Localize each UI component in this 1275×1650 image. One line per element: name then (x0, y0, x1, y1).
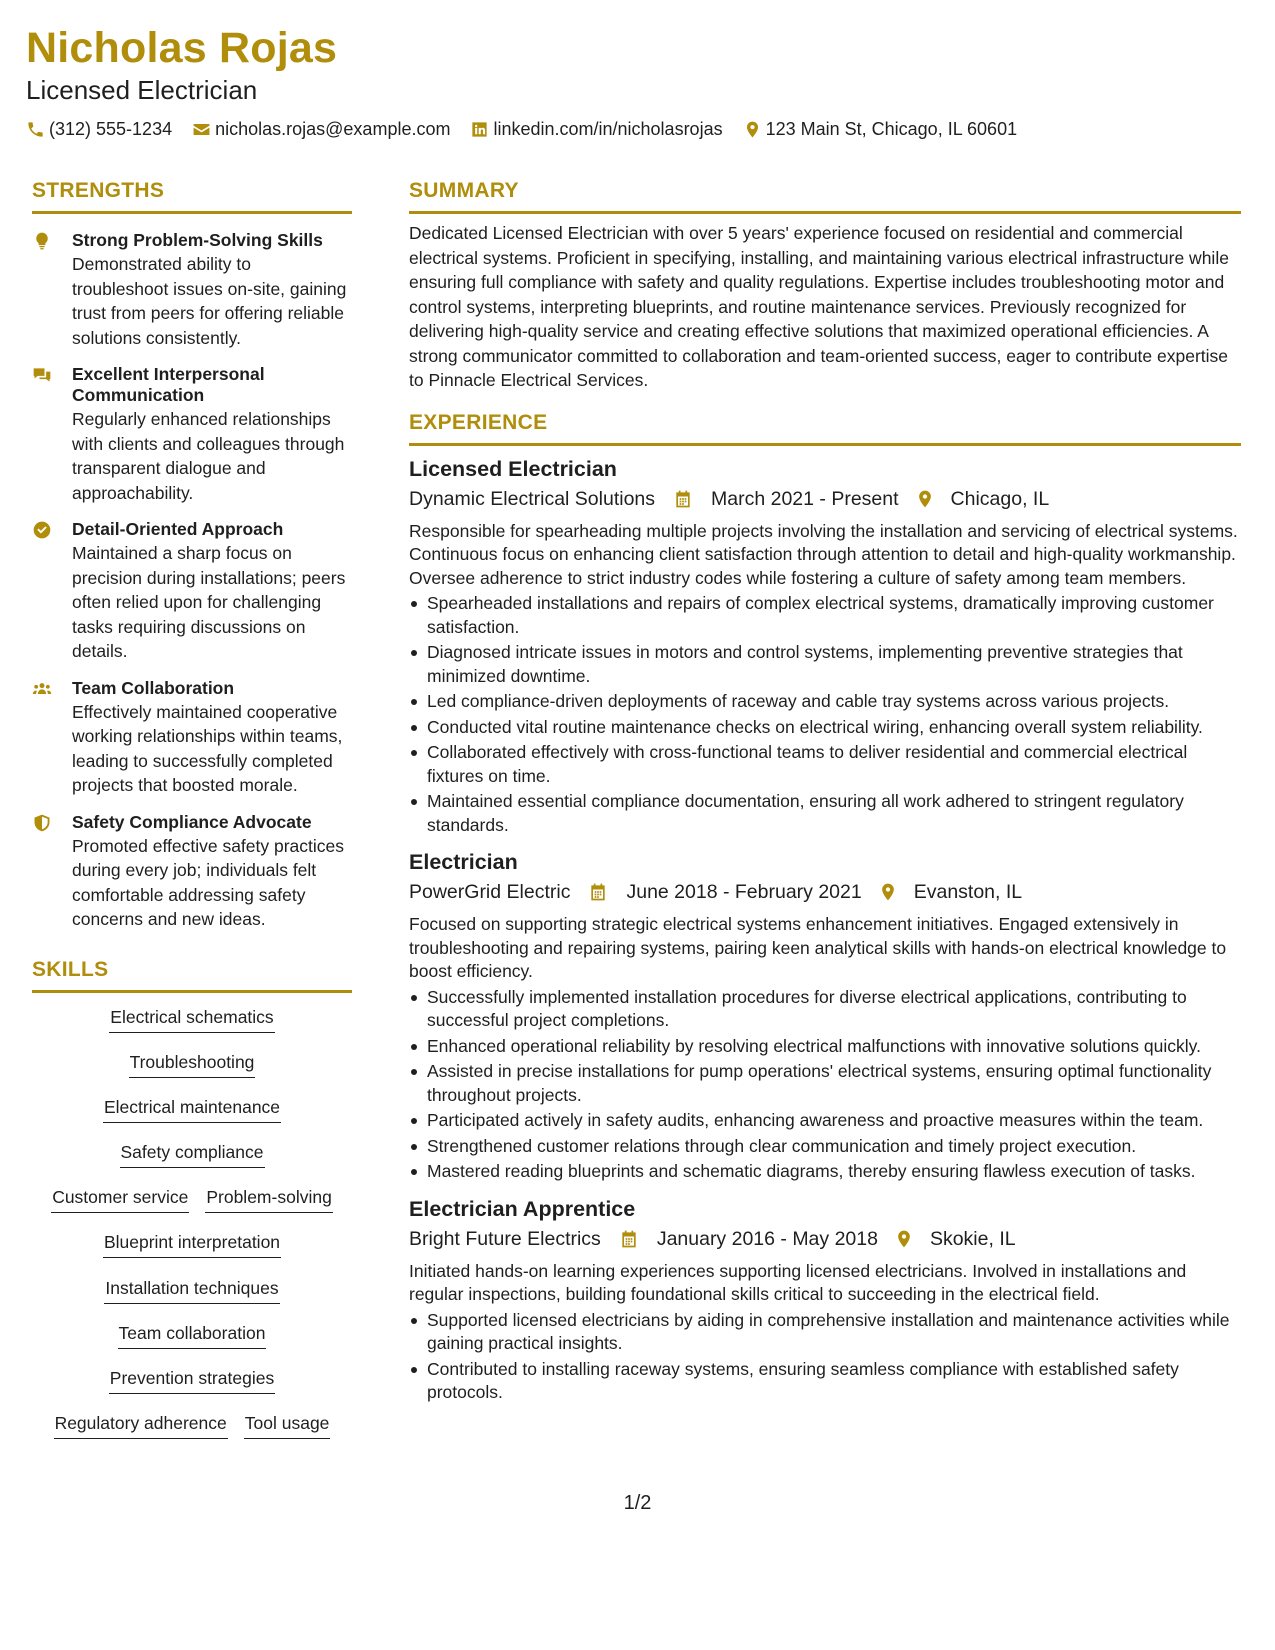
job-entry (409, 456, 1241, 838)
email-text: nicholas.rojas@example.com (215, 119, 451, 139)
job-location (915, 486, 1050, 512)
calendar-icon (619, 1229, 639, 1249)
address-text: 123 Main St, Chicago, IL 60601 (765, 119, 1018, 139)
summary-section (409, 175, 1241, 393)
skill-tag: Troubleshooting (129, 1050, 256, 1078)
skill-row (32, 1276, 352, 1321)
strengths-heading: STRENGTHS (32, 179, 165, 202)
skill-tag: Electrical maintenance (103, 1095, 281, 1123)
skill-tag: Problem-solving (205, 1185, 332, 1213)
company-name: Dynamic Electrical Solutions (409, 487, 656, 510)
phone-text: (312) 555-1234 (49, 119, 173, 139)
strength-title: Detail-Oriented Approach (72, 519, 284, 539)
skill-row (32, 1321, 352, 1366)
skill-tag: Tool usage (244, 1411, 331, 1439)
skills-heading: SKILLS (32, 957, 109, 981)
map-pin-icon (743, 120, 762, 139)
achievement-item: Successfully implemented installation procedures for diverse electrical applications, contributing to successful project completions. (409, 986, 1241, 1033)
summary-heading: SUMMARY (409, 179, 519, 202)
strength-description: Regularly enhanced relationships with clients and colleagues through transparent dialogue and approachability. (72, 409, 345, 503)
dates-text: January 2016 - May 2018 (656, 1227, 878, 1250)
achievement-item: Maintained essential compliance documentation, ensuring all work adhered to stringent regulatory standards. (409, 790, 1241, 837)
strength-title: Excellent Interpersonal Communication (72, 364, 265, 405)
location-text: Evanston, IL (913, 881, 1023, 903)
job-description: Responsible for spearheading multiple projects involving the installation and servicing of electrical systems. Continuous focus on enhancing client satisfaction through attention to detail and high-quality workmanship. Oversee adherence to strict industry codes while fostering a culture of safety among team members. (409, 520, 1238, 588)
job-meta (409, 486, 1241, 512)
achievement-list (409, 1309, 1241, 1405)
contact-bar (26, 118, 1235, 140)
dates-text: June 2018 - February 2021 (626, 881, 862, 903)
achievement-item: Diagnosed intricate issues in motors and control systems, implementing preventive strategies that minimized downtime. (409, 641, 1241, 688)
comments-icon (32, 365, 52, 385)
skill-tag: Team collaboration (118, 1321, 267, 1349)
skill-tag: Blueprint interpretation (103, 1230, 281, 1258)
job-entry (409, 849, 1241, 1184)
job-title: Electrician (409, 850, 518, 874)
linkedin-text: linkedin.com/in/nicholasrojas (493, 119, 723, 139)
map-pin-icon (894, 1229, 914, 1249)
candidate-title: Licensed Electrician (26, 75, 258, 105)
skill-tag: Prevention strategies (109, 1366, 275, 1394)
skill-row (32, 1050, 352, 1095)
skill-tag: Installation techniques (104, 1276, 279, 1304)
achievement-item: Conducted vital routine maintenance checks on electrical wiring, enhancing overall system reliability. (409, 716, 1241, 740)
map-pin-icon (878, 882, 898, 902)
achievement-item: Led compliance-driven deployments of raceway and cable tray systems across various projects. (409, 690, 1241, 714)
calendar-icon (673, 489, 693, 509)
achievement-item: Assisted in precise installations for pump operations' electrical systems, ensuring optimal functionality throughout projects. (409, 1060, 1241, 1107)
achievement-item: Participated actively in safety audits, enhancing awareness and proactive measures within the team. (409, 1109, 1241, 1133)
skill-tag: Electrical schematics (109, 1005, 274, 1033)
skills-list (32, 1005, 352, 1457)
skill-tag: Regulatory adherence (54, 1411, 228, 1439)
contact-linkedin[interactable] (470, 118, 722, 140)
location-text: Skokie, IL (929, 1227, 1016, 1250)
contact-phone[interactable] (26, 118, 172, 140)
phone-icon (26, 120, 45, 139)
skill-tag: Safety compliance (120, 1140, 265, 1168)
section-divider (409, 443, 1241, 446)
skill-tag: Customer service (51, 1185, 189, 1213)
skill-row (32, 1095, 352, 1140)
achievement-item: Enhanced operational reliability by resolving electrical malfunctions with innovative solutions quickly. (409, 1035, 1241, 1059)
skill-row (32, 1366, 352, 1411)
job-location (894, 1226, 1016, 1252)
check-circle-icon (32, 520, 52, 540)
resume-header (26, 22, 1235, 140)
achievement-item: Spearheaded installations and repairs of complex electrical systems, dramatically improving customer satisfaction. (409, 592, 1241, 639)
calendar-icon (588, 882, 608, 902)
achievement-list (409, 986, 1241, 1184)
users-icon (32, 679, 52, 699)
achievement-item: Strengthened customer relations through clear communication and timely project execution. (409, 1135, 1241, 1159)
strength-item (32, 364, 352, 505)
job-description: Initiated hands-on learning experiences supporting licensed electricians. Involved in installations and regular inspections, building foundational skills critical to succeeding in the electrical field. (409, 1260, 1187, 1304)
job-entry (409, 1196, 1241, 1405)
linkedin-icon (470, 120, 489, 139)
experience-heading: EXPERIENCE (409, 410, 548, 434)
skill-row (32, 1005, 352, 1050)
skill-row (32, 1411, 352, 1456)
achievement-item: Supported licensed electricians by aiding in comprehensive installation and maintenance activities while gaining practical insights. (409, 1309, 1241, 1356)
strength-item (32, 230, 352, 350)
skills-section (32, 954, 352, 1457)
candidate-name: Nicholas Rojas (26, 24, 338, 72)
contact-email[interactable] (192, 118, 450, 140)
strength-item (32, 812, 352, 932)
skill-row (32, 1140, 352, 1185)
job-dates (617, 1226, 878, 1252)
achievement-list (409, 592, 1241, 837)
job-dates (586, 879, 861, 905)
skill-row (32, 1230, 352, 1275)
location-text: Chicago, IL (950, 487, 1050, 510)
job-list (409, 456, 1241, 1405)
strength-item (32, 519, 352, 664)
dates-text: March 2021 - Present (711, 487, 899, 510)
strength-description: Demonstrated ability to troubleshoot issues on-site, gaining trust from peers for offering reliable solutions consistently. (72, 254, 347, 348)
summary-text: Dedicated Licensed Electrician with over 5 years' experience focused on residential and commercial electrical systems. Proficient in specifying, installing, and maintaining various electrical infrastructure while ensuring full compliance with safety and quality regulations. Expertise includes troubleshooting motor and control systems, interpreting blueprints, and routine maintenance services. Previously recognized for delivering high-quality service and creating effective solutions that maximized operational efficiencies. A strong communicator committed to collaboration and team-oriented success, eager to contribute expertise to Pinnacle Electrical Services. (409, 223, 1229, 390)
strengths-section (32, 175, 352, 932)
envelope-icon (192, 120, 211, 139)
company-name: Bright Future Electrics (409, 1227, 601, 1250)
strength-description: Maintained a sharp focus on precision during installations; peers often relied upon for challenging tasks requiring discussions on details. (72, 543, 346, 661)
strength-description: Effectively maintained cooperative working relationships within teams, leading to successfully completed projects that boosted morale. (72, 701, 343, 795)
shield-icon (32, 813, 52, 833)
right-column (409, 175, 1241, 1407)
section-divider (32, 990, 352, 993)
job-meta (409, 879, 1241, 905)
section-divider (32, 211, 352, 214)
lightbulb-icon (32, 231, 52, 251)
strength-title: Strong Problem-Solving Skills (72, 230, 323, 250)
page-number: 1/2 (623, 1492, 652, 1514)
job-dates (671, 486, 899, 512)
strength-item (32, 678, 352, 798)
experience-section (409, 407, 1241, 1405)
section-divider (409, 211, 1241, 214)
strengths-list (32, 230, 352, 932)
strength-title: Team Collaboration (72, 677, 235, 698)
strength-title: Safety Compliance Advocate (72, 811, 312, 832)
job-location (878, 879, 1022, 905)
left-column (32, 175, 352, 1456)
company-name: PowerGrid Electric (409, 881, 571, 903)
strength-description: Promoted effective safety practices during every job; individuals felt comfortable addressing safety concerns and new ideas. (72, 835, 345, 929)
achievement-item: Mastered reading blueprints and schematic diagrams, thereby ensuring flawless execution of tasks. (409, 1160, 1241, 1184)
skill-row (32, 1185, 352, 1230)
job-title: Electrician Apprentice (409, 1196, 636, 1221)
job-meta (409, 1226, 1241, 1252)
contact-address (743, 118, 1018, 140)
achievement-item: Collaborated effectively with cross-functional teams to deliver residential and commercial electrical fixtures on time. (409, 741, 1241, 788)
achievement-item: Contributed to installing raceway systems, ensuring seamless compliance with established safety protocols. (409, 1358, 1241, 1405)
map-pin-icon (915, 489, 935, 509)
job-description: Focused on supporting strategic electrical systems enhancement initiatives. Engaged extensively in troubleshooting and repairing systems, pairing keen analytical skills with hands-on electrical knowledge to boost efficiency. (409, 914, 1227, 981)
job-title: Licensed Electrician (409, 456, 617, 481)
